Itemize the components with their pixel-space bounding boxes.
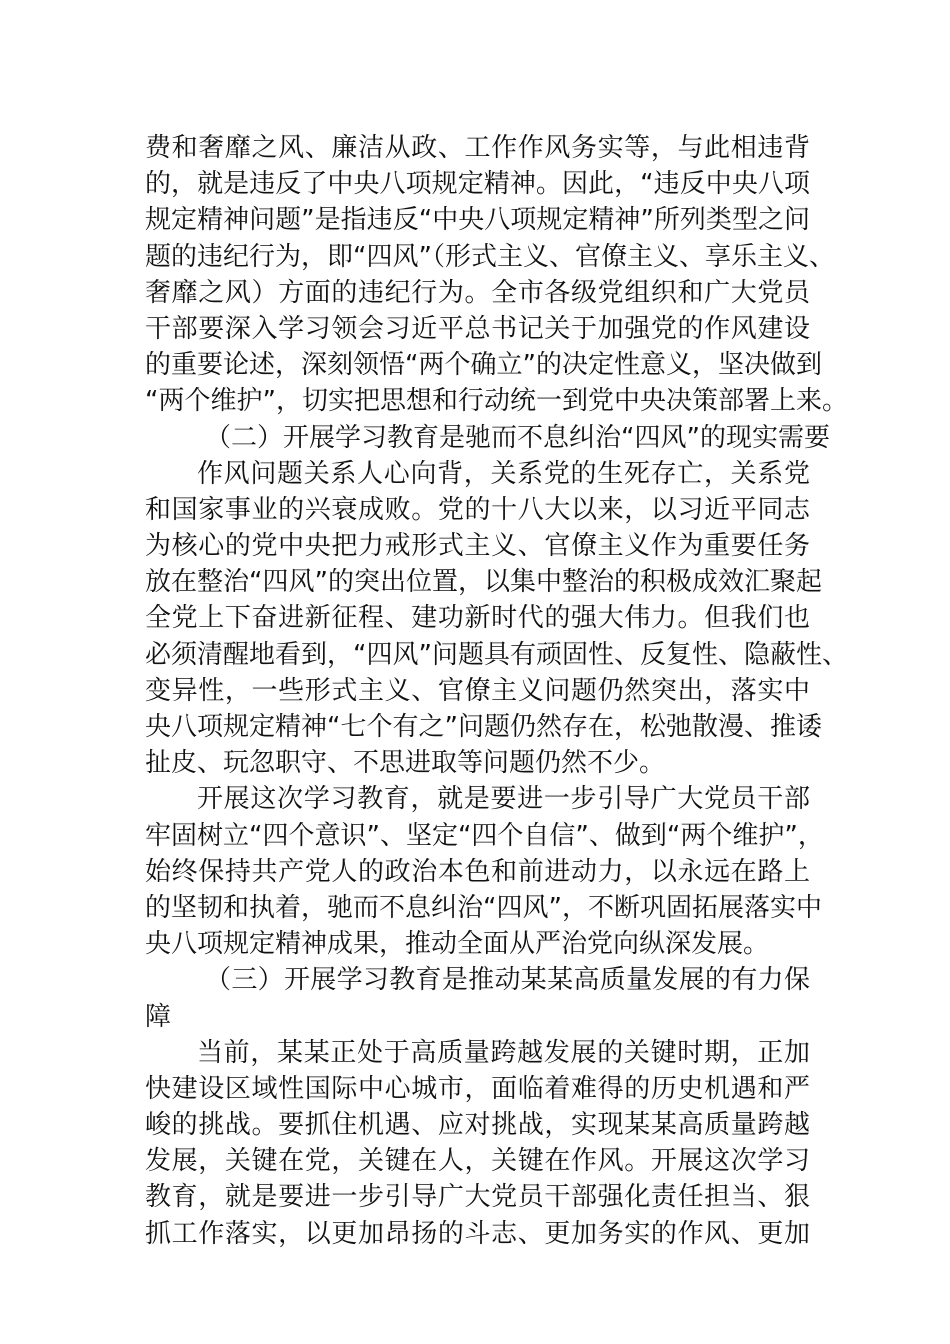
text-line: 的，就是违反了中央八项规定精神。因此，“违反中央八项: [145, 169, 810, 200]
text-line: 始终保持共产党人的政治本色和前进动力，以永远在路上: [145, 856, 810, 887]
text-line: 开展这次学习教育，就是要进一步引导广大党员干部: [197, 784, 810, 815]
text-line: 费和奢靡之风、廉洁从政、工作作风务实等，与此相违背: [145, 133, 810, 163]
text-line: “两个维护”，切实把思想和行动统一到党中央决策部署上来。: [145, 386, 848, 417]
text-line: 扯皮、玩忽职守、不思进取等问题仍然不少。: [145, 748, 666, 779]
text-line: 干部要深入学习领会习近平总书记关于加强党的作风建设: [145, 313, 810, 344]
text-line: 放在整治“四风”的突出位置，以集中整治的积极成效汇聚起: [145, 567, 822, 598]
text-line: 奢靡之风）方面的违纪行为。全市各级党组织和广大党员: [145, 277, 810, 308]
text-line: 央八项规定精神“七个有之”问题仍然存在，松弛散漫、推诿: [145, 712, 822, 742]
text-line: 规定精神问题”是指违反“中央八项规定精神”所列类型之问: [145, 205, 810, 236]
text-line: 快建设区域性国际中心城市，面临着难得的历史机遇和严: [145, 1073, 810, 1104]
text-line: 为核心的党中央把力戒形式主义、官僚主义作为重要任务: [145, 531, 810, 562]
text-line: 央八项规定精神成果，推动全面从严治党向纵深发展。: [145, 929, 770, 960]
text-line: 全党上下奋进新征程、建功新时代的强大伟力。但我们也: [145, 603, 810, 634]
text-line: 题的违纪行为，即“四风”（形式主义、官僚主义、享乐主义、: [145, 241, 835, 272]
text-line: 的坚韧和执着，驰而不息纠治“四风”，不断巩固拓展落实中: [145, 892, 822, 923]
section-heading: （三）开展学习教育是推动某某高质量发展的有力保: [205, 965, 810, 996]
text-line: 作风问题关系人心向背，关系党的生死存亡，关系党: [197, 458, 810, 489]
text-line: 牢固树立“四个意识”、坚定“四个自信”、做到“两个维护”，: [145, 820, 824, 851]
text-line: 的重要论述，深刻领悟“两个确立”的决定性意义，坚决做到: [145, 350, 822, 381]
text-line: 必须清醒地看到，“四风”问题具有顽固性、反复性、隐蔽性、: [145, 639, 848, 670]
text-line: 当前，某某正处于高质量跨越发展的关键时期，正加: [197, 1037, 810, 1068]
text-line: 和国家事业的兴衰成败。党的十八大以来，以习近平同志: [145, 494, 810, 525]
text-line: 抓工作落实，以更加昂扬的斗志、更加务实的作风、更加: [145, 1218, 810, 1249]
document-body: [145, 130, 848, 1252]
text-line: 变异性，一些形式主义、官僚主义问题仍然突出，落实中: [145, 675, 810, 706]
text-line: 峻的挑战。要抓住机遇、应对挑战，实现某某高质量跨越: [145, 1110, 810, 1141]
text-line: 发展，关键在党，关键在人，关键在作风。开展这次学习: [145, 1146, 810, 1177]
section-heading: 障: [145, 1001, 172, 1032]
text-line: 教育，就是要进一步引导广大党员干部强化责任担当、狠: [145, 1182, 810, 1213]
section-heading: （二）开展学习教育是驰而不息纠治“四风”的现实需要: [205, 422, 830, 453]
